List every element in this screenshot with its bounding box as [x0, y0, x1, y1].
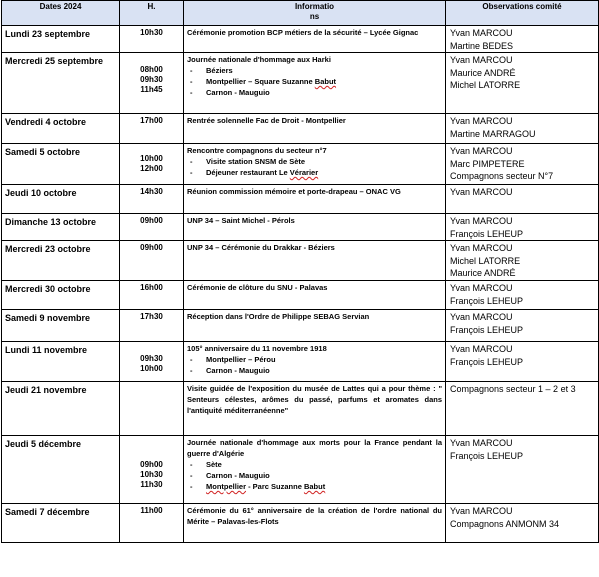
- table-row: [2, 53, 599, 114]
- event-title: Réception dans l'Ordre de Philippe SEBAG Servian: [187, 312, 370, 321]
- table-row: [2, 382, 599, 436]
- event-date: Mercredi 25 septembre: [2, 53, 120, 114]
- event-location-item: - Sète: [187, 459, 442, 470]
- event-hour: 11h00: [140, 506, 163, 515]
- event-date: Lundi 11 novembre: [2, 342, 120, 382]
- event-hour: 12h00: [140, 164, 163, 173]
- event-observations: [446, 114, 599, 144]
- event-date: Vendredi 4 octobre: [2, 114, 120, 144]
- event-hours: [120, 144, 184, 185]
- event-location-item: - Montpellier - Parc Suzanne Babut: [187, 481, 442, 492]
- hour-spacer: [123, 438, 180, 460]
- event-location-item: - Béziers: [187, 65, 442, 76]
- header-row: [2, 1, 599, 26]
- event-hours: [120, 185, 184, 214]
- event-hour: 14h30: [140, 187, 163, 196]
- observer-name: Yvan MARCOU: [450, 146, 513, 156]
- event-hours: [120, 214, 184, 241]
- event-hours: [120, 281, 184, 310]
- event-locations: [187, 459, 442, 492]
- event-hours: [120, 504, 184, 543]
- table-row: [2, 144, 599, 185]
- event-observations: [446, 342, 599, 382]
- observer-name: Yvan MARCOU: [450, 28, 513, 38]
- event-hour: 10h30: [140, 470, 163, 479]
- spellcheck-mark: Vérarier: [289, 168, 319, 177]
- spellcheck-mark: Babut: [314, 77, 337, 86]
- event-location-item: - Carnon - Mauguio: [187, 87, 442, 98]
- event-locations: [187, 354, 442, 376]
- observer-name: Yvan MARCOU: [450, 438, 513, 448]
- event-date: Mercredi 30 octobre: [2, 281, 120, 310]
- event-hours: [120, 382, 184, 436]
- event-location-item: - Déjeuner restaurant Le Vérarier: [187, 167, 442, 178]
- observer-name: François LEHEUP: [450, 228, 524, 239]
- event-date: Samedi 9 novembre: [2, 310, 120, 342]
- event-observations: [446, 504, 599, 543]
- event-info: [184, 281, 446, 310]
- event-info: [184, 53, 446, 114]
- observer-name: Compagnons secteur 1 – 2 et 3: [450, 384, 576, 394]
- observer-name: Yvan MARCOU: [450, 312, 513, 322]
- event-observations: [446, 310, 599, 342]
- header-info-part1: Informatio: [294, 2, 335, 11]
- observer-name: Michel LATORRE: [450, 80, 521, 90]
- event-location-item: - Carnon - Mauguio: [187, 365, 442, 376]
- event-hours: [120, 436, 184, 504]
- event-location-item: - Montpellier – Pérou: [187, 354, 442, 365]
- event-title: Cérémonie de clôture du SNU - Palavas: [187, 283, 328, 292]
- event-location-item: - Carnon - Mauguio: [187, 470, 442, 481]
- observer-name: Compagnons ANMONM 34: [450, 518, 560, 529]
- event-hour: 17h00: [140, 116, 163, 125]
- event-info: [184, 382, 446, 436]
- event-title: Cérémonie promotion BCP métiers de la sécurité – Lycée Gignac: [187, 28, 419, 37]
- header-observations: Observations comité: [446, 1, 599, 26]
- event-hour: 17h30: [140, 312, 163, 321]
- event-info: [184, 214, 446, 241]
- observer-name: Yvan MARCOU: [450, 55, 513, 65]
- event-observations: [446, 214, 599, 241]
- observer-name: Martine MARRAGOU: [450, 128, 536, 139]
- event-info: [184, 504, 446, 543]
- spellcheck-mark: Montpellier: [206, 482, 247, 491]
- event-hour: 09h00: [140, 243, 163, 252]
- event-title: Rentrée solennelle Fac de Droit - Montpellier: [187, 116, 346, 125]
- table-row: [2, 185, 599, 214]
- observer-name: Yvan MARCOU: [450, 187, 513, 197]
- event-title: UNP 34 – Saint Michel - Pérols: [187, 216, 295, 225]
- event-observations: [446, 382, 599, 436]
- event-date: Jeudi 10 octobre: [2, 185, 120, 214]
- event-observations: [446, 281, 599, 310]
- event-hour: 09h00: [140, 216, 163, 225]
- event-date: Samedi 5 octobre: [2, 144, 120, 185]
- observer-name: Marc PIMPETERE: [450, 158, 525, 169]
- table-row: [2, 504, 599, 543]
- event-date: Samedi 7 décembre: [2, 504, 120, 543]
- event-title: UNP 34 – Cérémonie du Drakkar - Béziers: [187, 243, 335, 252]
- event-info: [184, 26, 446, 53]
- table-row: [2, 342, 599, 382]
- event-info: [184, 436, 446, 504]
- observer-name: Maurice ANDRÉ: [450, 67, 516, 78]
- event-date: Jeudi 5 décembre: [2, 436, 120, 504]
- event-hours: [120, 53, 184, 114]
- table-row: [2, 281, 599, 310]
- event-hour: 10h30: [140, 28, 163, 37]
- table-row: [2, 310, 599, 342]
- event-hour: 16h00: [140, 283, 163, 292]
- observer-name: Yvan MARCOU: [450, 283, 513, 293]
- hour-spacer: [123, 55, 180, 65]
- table-row: [2, 241, 599, 281]
- event-title: Réunion commission mémoire et porte-drapeau – ONAC VG: [187, 187, 401, 196]
- event-hour: 10h00: [140, 154, 163, 163]
- event-observations: [446, 241, 599, 281]
- event-title: 105° anniversaire du 11 novembre 1918: [187, 344, 327, 353]
- event-title: Visite guidée de l'exposition du musée de Lattes qui a pour thème : " Senteurs célestes, arômes du passé, parfums et aromates dans l'antiquité méditerranéenne": [187, 384, 442, 415]
- header-dates: Dates 2024: [2, 1, 120, 26]
- event-location-item: - Montpellier – Square Suzanne Babut: [187, 76, 442, 87]
- event-locations: [187, 156, 442, 178]
- event-date: Dimanche 13 octobre: [2, 214, 120, 241]
- event-locations: [187, 65, 442, 98]
- header-informations: [184, 1, 446, 26]
- observer-name: François LEHEUP: [450, 324, 524, 335]
- event-hour: 09h00: [140, 460, 163, 469]
- observer-name: Compagnons secteur N°7: [450, 171, 554, 181]
- event-info: [184, 342, 446, 382]
- event-info: [184, 185, 446, 214]
- event-hour: 10h00: [140, 364, 163, 373]
- hour-spacer: [123, 344, 180, 354]
- observer-name: Michel LATORRE: [450, 255, 521, 266]
- event-location-item: - Visite station SNSM de Sète: [187, 156, 442, 167]
- event-observations: [446, 144, 599, 185]
- observer-name: Yvan MARCOU: [450, 344, 513, 354]
- observer-name: François LEHEUP: [450, 450, 524, 461]
- event-title: Journée nationale d'hommage aux morts pour la France pendant la guerre d'Algérie: [187, 438, 442, 458]
- event-date: Jeudi 21 novembre: [2, 382, 120, 436]
- hour-spacer: [123, 146, 180, 154]
- event-title: Journée nationale d'hommage aux Harki: [187, 55, 331, 64]
- event-hours: [120, 342, 184, 382]
- event-hour: 08h00: [140, 65, 163, 74]
- event-date: Mercredi 23 octobre: [2, 241, 120, 281]
- header-info-part2: ns: [309, 12, 320, 21]
- event-observations: [446, 185, 599, 214]
- event-observations: [446, 436, 599, 504]
- event-hours: [120, 114, 184, 144]
- event-hour: 09h30: [140, 354, 163, 363]
- header-hour: H.: [120, 1, 184, 26]
- observer-name: Yvan MARCOU: [450, 116, 513, 126]
- event-info: [184, 114, 446, 144]
- observer-name: Yvan MARCOU: [450, 506, 513, 516]
- observer-name: Yvan MARCOU: [450, 243, 513, 253]
- event-hours: [120, 26, 184, 53]
- event-title: Rencontre compagnons du secteur n°7: [187, 146, 327, 155]
- event-info: [184, 144, 446, 185]
- table-row: [2, 114, 599, 144]
- event-date: Lundi 23 septembre: [2, 26, 120, 53]
- observer-name: François LEHEUP: [450, 356, 524, 367]
- table-row: [2, 26, 599, 53]
- event-hours: [120, 310, 184, 342]
- spellcheck-mark: Babut: [303, 482, 326, 491]
- event-title: Cérémonie du 61° anniversaire de la création de l'ordre national du Mérite – Palavas-les-Flots: [187, 506, 442, 526]
- event-hours: [120, 241, 184, 281]
- event-info: [184, 241, 446, 281]
- event-hour: 09h30: [140, 75, 163, 84]
- event-observations: [446, 53, 599, 114]
- event-hour: 11h45: [140, 85, 163, 94]
- observer-name: Yvan MARCOU: [450, 216, 513, 226]
- table-row: [2, 436, 599, 504]
- event-info: [184, 310, 446, 342]
- event-hour: 11h30: [140, 480, 163, 489]
- observer-name: Maurice ANDRÉ: [450, 268, 516, 278]
- event-observations: [446, 26, 599, 53]
- observer-name: Martine BEDES: [450, 40, 514, 51]
- agenda-table: [1, 0, 599, 543]
- observer-name: François LEHEUP: [450, 295, 524, 306]
- table-row: [2, 214, 599, 241]
